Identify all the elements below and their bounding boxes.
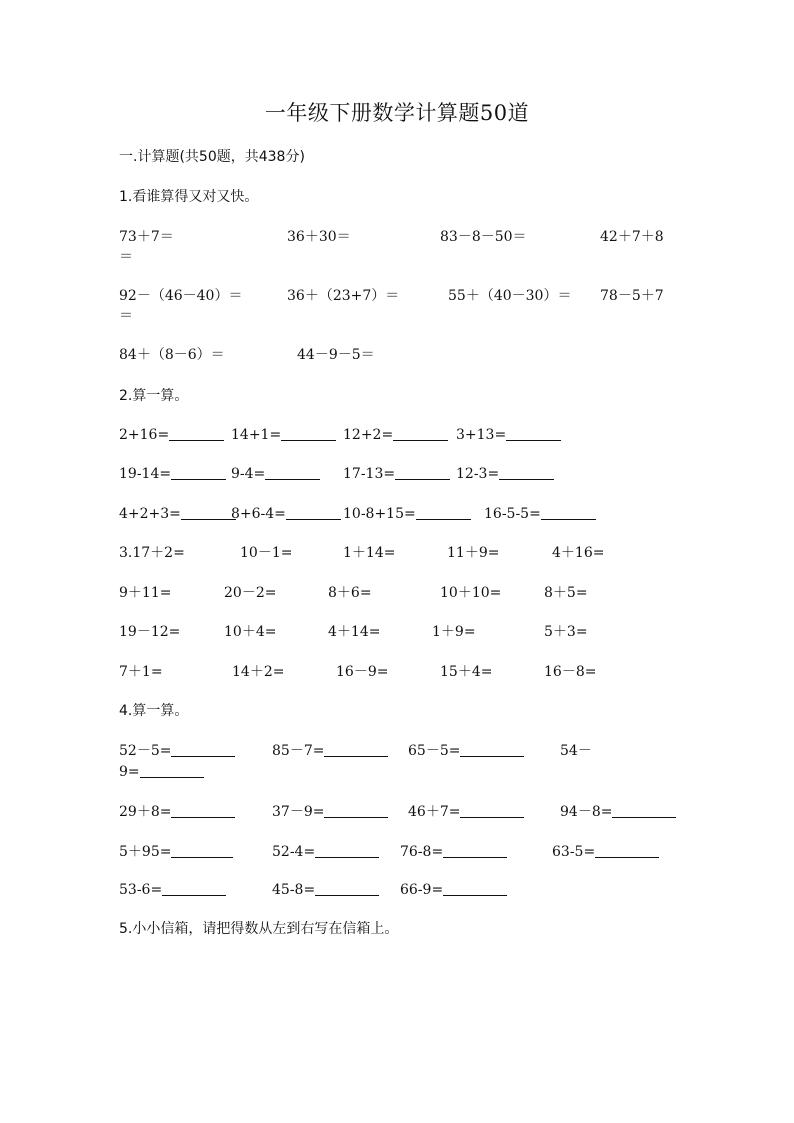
q2-problem: [119, 504, 236, 524]
q3-problem: 11＋9=: [447, 545, 500, 561]
answer-blank[interactable]: [315, 881, 379, 896]
q1-problem-wrap: ＝: [119, 308, 133, 324]
q4-problem: [408, 802, 524, 822]
q3-problem: 10＋4=: [224, 624, 277, 640]
q4-expression: 63-5=: [552, 844, 596, 860]
q3-problem: 4＋14=: [328, 624, 381, 640]
q2-problem: [456, 425, 561, 445]
q4-problem: [272, 880, 379, 900]
q1-problem: 92－（46－40）＝: [119, 288, 243, 304]
answer-blank[interactable]: [315, 843, 379, 858]
q2-expression: 2+16=: [119, 427, 170, 443]
q3-problem: 4＋16=: [552, 545, 605, 561]
q3-problem: 3.17＋2=: [119, 545, 185, 561]
q3-problem: 15＋4=: [440, 664, 493, 680]
answer-blank[interactable]: [443, 881, 507, 896]
q4-expression: 65－5=: [408, 743, 461, 759]
answer-blank[interactable]: [395, 465, 450, 480]
q4-problem: [119, 842, 233, 862]
q4-expression: 85－7=: [272, 743, 325, 759]
q2-problem: [231, 504, 341, 524]
answer-blank[interactable]: [499, 465, 554, 480]
q3-problem: 7＋1=: [119, 664, 163, 680]
q3-problem: 5＋3=: [544, 624, 588, 640]
answer-blank[interactable]: [171, 803, 235, 818]
q3-problem: 16－8=: [544, 664, 597, 680]
answer-blank[interactable]: [171, 843, 233, 858]
q5-label: 5.小小信箱，请把得数从左到右写在信箱上。: [119, 921, 399, 937]
q2-problem: [119, 464, 226, 484]
q2-expression: 12-3=: [456, 466, 500, 482]
q1-problem: 42＋7＋8: [600, 229, 664, 245]
q2-label: 2.算一算。: [119, 388, 189, 404]
answer-blank[interactable]: [324, 803, 388, 818]
q4-problem: [272, 842, 379, 862]
q4-label: 4.算一算。: [119, 703, 189, 719]
q2-expression: 12+2=: [343, 427, 394, 443]
q3-problem: 19－12=: [119, 624, 181, 640]
q1-problem: 36＋（23+7）＝: [287, 288, 400, 304]
answer-blank[interactable]: [324, 742, 388, 757]
q1-problem: 36＋30＝: [287, 229, 351, 245]
q4-expression: 46＋7=: [408, 804, 461, 820]
q3-problem: 8＋5=: [544, 585, 588, 601]
section-heading: 一.计算题(共50题，共438分): [119, 149, 305, 165]
q1-problem-wrap: ＝: [119, 249, 133, 265]
q1-problem: 83－8－50＝: [440, 229, 527, 245]
q2-expression: 14+1=: [231, 427, 282, 443]
answer-blank[interactable]: [541, 505, 596, 520]
q1-problem: 73＋7＝: [119, 229, 174, 245]
q4-problem: [119, 880, 226, 900]
q2-expression: 10-8+15=: [343, 506, 416, 522]
q2-expression: 3+13=: [456, 427, 507, 443]
q4-problem: 54－: [560, 743, 592, 759]
q2-problem: [456, 464, 554, 484]
q3-problem: 16－9=: [336, 664, 389, 680]
answer-blank[interactable]: [162, 881, 226, 896]
q2-expression: 17-13=: [343, 466, 396, 482]
q4-expression: 37－9=: [272, 804, 325, 820]
q4-expression: 5＋95=: [119, 844, 172, 860]
answer-blank[interactable]: [171, 742, 235, 757]
q4-expression: 94－8=: [560, 804, 613, 820]
answer-blank[interactable]: [595, 843, 659, 858]
page-title: 一年级下册数学计算题50道: [264, 101, 530, 125]
q3-problem: 1＋9=: [432, 624, 476, 640]
q3-problem: 9＋11=: [119, 585, 172, 601]
q1-problem: 78－5＋7: [600, 288, 664, 304]
q2-expression: 19-14=: [119, 466, 172, 482]
answer-blank[interactable]: [265, 465, 320, 480]
q4-expression: 76-8=: [400, 844, 444, 860]
q4-expression: 9=: [119, 764, 140, 780]
q4-problem-wrap: [119, 762, 204, 782]
answer-blank[interactable]: [286, 505, 341, 520]
q4-problem: [272, 741, 388, 761]
answer-blank[interactable]: [181, 505, 236, 520]
q4-expression: 52－5=: [119, 743, 172, 759]
answer-blank[interactable]: [460, 803, 524, 818]
q3-problem: 10－1=: [240, 545, 293, 561]
q2-expression: 9-4=: [231, 466, 266, 482]
q4-problem: [272, 802, 388, 822]
answer-blank[interactable]: [416, 505, 471, 520]
q4-expression: 45-8=: [272, 882, 316, 898]
q1-problem: 55＋（40－30）＝: [448, 288, 572, 304]
q2-problem: [484, 504, 596, 524]
q4-expression: 66-9=: [400, 882, 444, 898]
answer-blank[interactable]: [460, 742, 524, 757]
q3-problem: 8＋6=: [328, 585, 372, 601]
answer-blank[interactable]: [281, 426, 336, 441]
q3-problem: 1＋14=: [343, 545, 396, 561]
q2-problem: [343, 464, 450, 484]
q4-problem: [119, 802, 235, 822]
q4-expression: 52-4=: [272, 844, 316, 860]
answer-blank[interactable]: [443, 843, 507, 858]
q2-problem: [343, 425, 448, 445]
q4-problem: [560, 802, 676, 822]
answer-blank[interactable]: [169, 426, 224, 441]
q1-label: 1.看谁算得又对又快。: [119, 189, 259, 205]
q2-problem: [231, 425, 336, 445]
q4-problem: [552, 842, 659, 862]
q4-expression: 29＋8=: [119, 804, 172, 820]
q4-problem: [408, 741, 524, 761]
q2-expression: 4+2+3=: [119, 506, 181, 522]
q3-problem: 10＋10=: [440, 585, 502, 601]
answer-blank[interactable]: [506, 426, 561, 441]
q3-problem: 20－2=: [224, 585, 277, 601]
q4-expression: 53-6=: [119, 882, 163, 898]
answer-blank[interactable]: [393, 426, 448, 441]
answer-blank[interactable]: [612, 803, 676, 818]
q1-problem: 44－9－5＝: [297, 347, 375, 363]
q2-expression: 8+6-4=: [231, 506, 286, 522]
q2-problem: [343, 504, 471, 524]
q2-problem: [119, 425, 224, 445]
q4-problem: [119, 741, 235, 761]
q4-problem: [400, 842, 507, 862]
answer-blank[interactable]: [140, 763, 204, 778]
q4-problem: [400, 880, 507, 900]
q1-problem: 84＋（8－6）＝: [119, 347, 225, 363]
q2-expression: 16-5-5=: [484, 506, 541, 522]
q3-problem: 14＋2=: [232, 664, 285, 680]
answer-blank[interactable]: [171, 465, 226, 480]
q2-problem: [231, 464, 320, 484]
